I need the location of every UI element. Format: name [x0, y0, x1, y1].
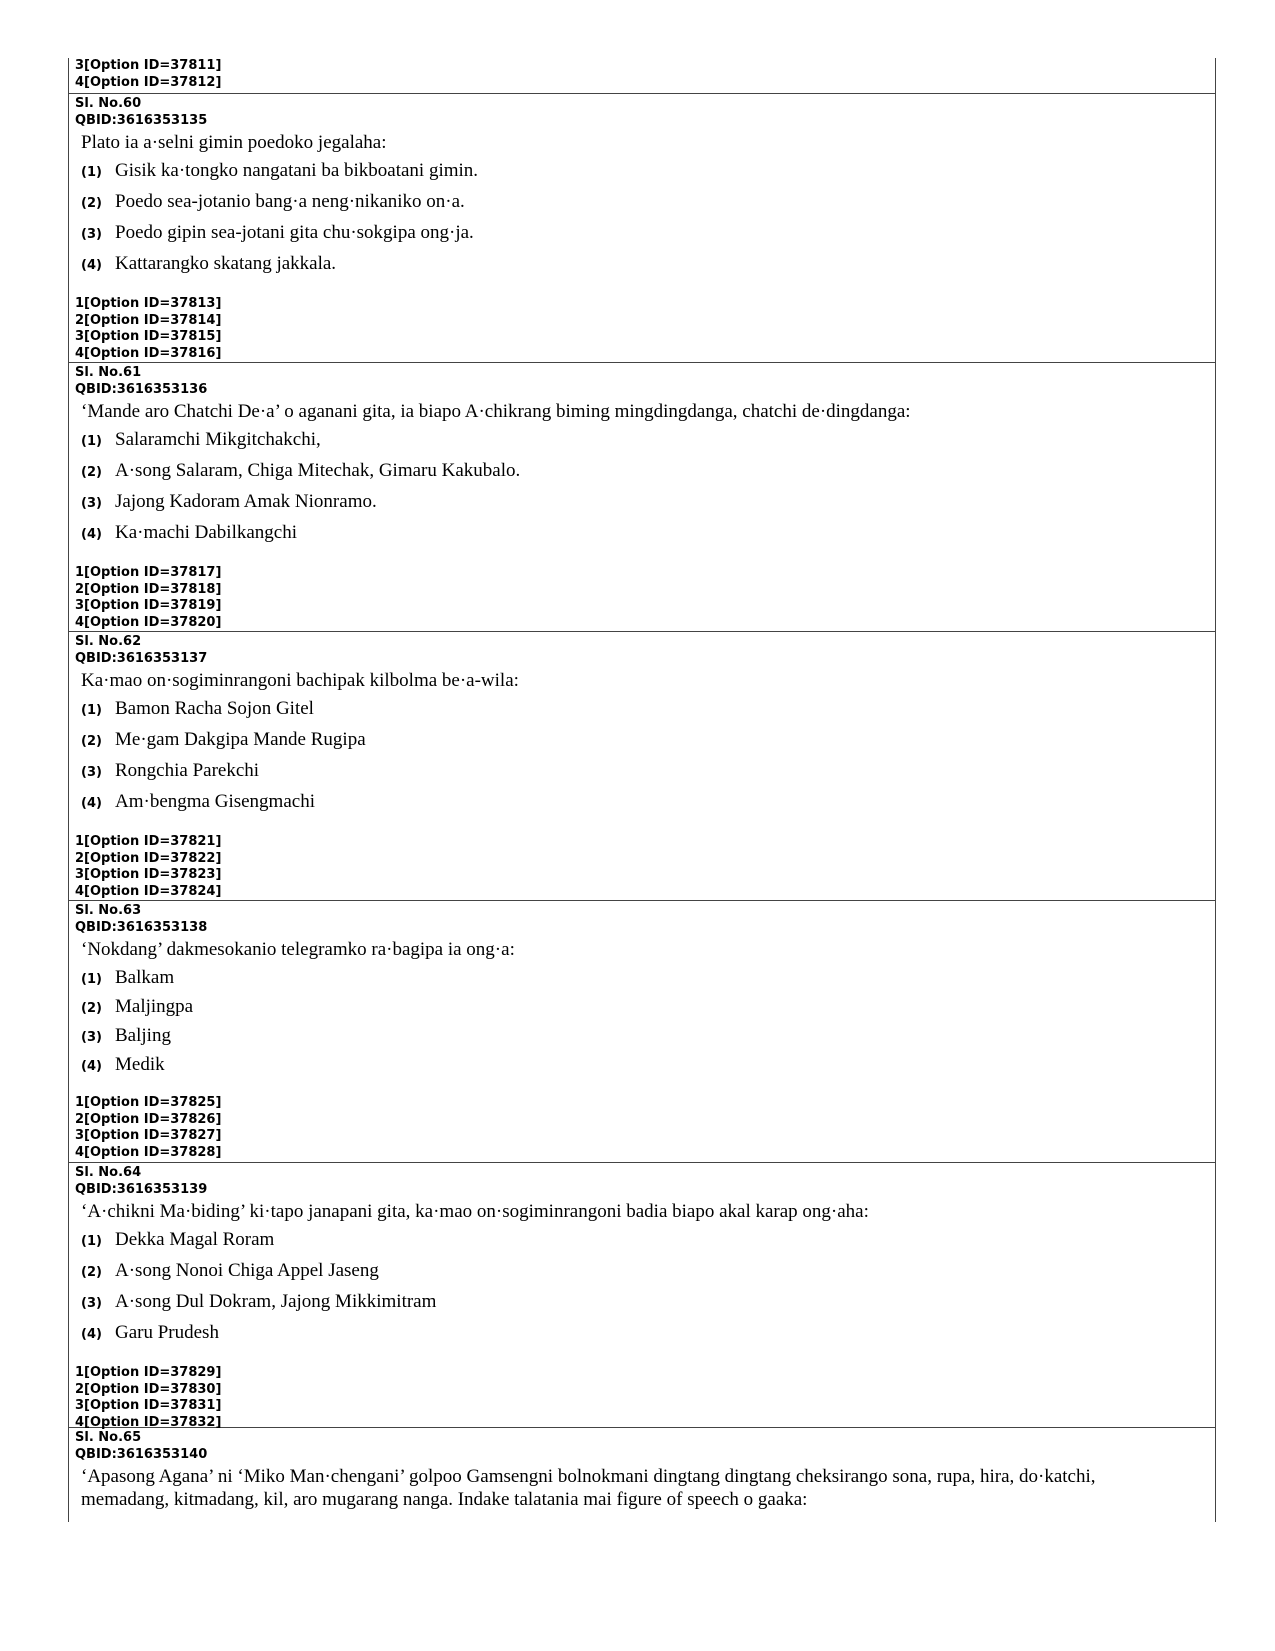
option-row [75, 996, 1209, 1025]
option-row [75, 791, 1209, 822]
option-text: Rongchia Parekchi [115, 760, 260, 781]
option-text: Salaramchi Mikgitchakchi, [115, 429, 321, 450]
option-row [75, 191, 1209, 222]
option-id: 4[Option ID=37820] [75, 614, 222, 630]
option-id: 3[Option ID=37823] [75, 867, 222, 882]
option-text: Am·bengma Gisengmachi [115, 791, 315, 812]
option-id-list [75, 565, 1209, 631]
option-number: (3) [81, 765, 102, 780]
option-text: Garu Prudesh [115, 1322, 219, 1343]
option-number: (3) [81, 496, 102, 511]
qbid: QBID:3616353140 [75, 1446, 208, 1462]
option-number: (4) [81, 1059, 102, 1074]
question-text: Ka·mao on·sogiminrangoni bachipak kilbolma be·a-wila: [81, 670, 519, 691]
option-row [75, 967, 1209, 996]
qbid: QBID:3616353137 [75, 650, 208, 666]
option-id-list [75, 296, 1209, 362]
option-text: Baljing [115, 1025, 171, 1046]
option-text: Gisik ka·tongko nangatani ba bikboatani gimin. [115, 160, 479, 181]
option-id: 1[Option ID=37817] [75, 565, 222, 580]
option-row [75, 760, 1209, 791]
option-id: 2[Option ID=37830] [75, 1381, 222, 1397]
option-number: (2) [81, 1001, 102, 1016]
option-id: 3[Option ID=37831] [75, 1398, 222, 1413]
option-row [75, 222, 1209, 253]
option-number: (1) [81, 165, 102, 180]
serial-number: Sl. No.64 [75, 1165, 142, 1180]
option-id: 4[Option ID=37812] [75, 74, 222, 90]
option-text: A·song Nonoi Chiga Appel Jaseng [115, 1260, 379, 1281]
option-id: 3[Option ID=37811] [75, 58, 222, 73]
option-id: 1[Option ID=37813] [75, 296, 222, 311]
option-row [75, 460, 1209, 491]
option-number: (1) [81, 434, 102, 449]
option-text: Jajong Kadoram Amak Nionramo. [115, 491, 377, 512]
option-id: 4[Option ID=37828] [75, 1144, 222, 1160]
question-text: ‘Mande aro Chatchi De·a’ o aganani gita, ia biapo A·chikrang biming mingdingdanga, chatchi de·dingdanga: [81, 401, 911, 422]
option-number: (4) [81, 527, 102, 542]
option-number: (4) [81, 1327, 102, 1342]
option-row [75, 1322, 1209, 1353]
question-block [69, 632, 1215, 901]
option-id: 2[Option ID=37814] [75, 312, 222, 328]
option-number: (3) [81, 1030, 102, 1045]
option-text: Kattarangko skatang jakkala. [115, 253, 337, 274]
option-id: 3[Option ID=37815] [75, 329, 222, 344]
option-row [75, 698, 1209, 729]
question-text: ‘A·chikni Ma·biding’ ki·tapo janapani gita, ka·mao on·sogiminrangoni badia biapo akal karap ong·aha: [81, 1201, 869, 1222]
option-text: Medik [115, 1054, 165, 1075]
option-number: (2) [81, 1265, 102, 1280]
option-text: Bamon Racha Sojon Gitel [115, 698, 314, 719]
option-id: 3[Option ID=37819] [75, 598, 222, 613]
option-id: 4[Option ID=37824] [75, 883, 222, 899]
question-text: ‘Nokdang’ dakmesokanio telegramko ra·bagipa ia ong·a: [81, 939, 515, 960]
option-id: 2[Option ID=37826] [75, 1111, 222, 1127]
serial-number: Sl. No.60 [75, 96, 142, 111]
option-text: Poedo sea-jotanio bang·a neng·nikaniko on·a. [115, 191, 465, 212]
qbid: QBID:3616353136 [75, 381, 208, 397]
option-text: Maljingpa [115, 996, 194, 1017]
option-number: (2) [81, 196, 102, 211]
option-number: (4) [81, 258, 102, 273]
option-id-list [75, 1365, 1209, 1431]
option-id: 2[Option ID=37818] [75, 581, 222, 597]
question-block [69, 1163, 1215, 1428]
option-row [75, 1054, 1209, 1083]
option-row [75, 522, 1209, 553]
option-number: (4) [81, 796, 102, 811]
serial-number: Sl. No.63 [75, 903, 142, 918]
option-id: 4[Option ID=37832] [75, 1414, 222, 1430]
option-id: 1[Option ID=37821] [75, 834, 222, 849]
option-row [75, 1229, 1209, 1260]
option-text: A·song Dul Dokram, Jajong Mikkimitram [115, 1291, 437, 1312]
option-text: A·song Salaram, Chiga Mitechak, Gimaru Kakubalo. [115, 460, 521, 481]
option-text: Poedo gipin sea-jotani gita chu·sokgipa ong·ja. [115, 222, 474, 243]
question-sheet [68, 58, 1216, 1522]
option-number: (2) [81, 465, 102, 480]
option-row [75, 1291, 1209, 1322]
qbid: QBID:3616353138 [75, 919, 208, 935]
option-text: Balkam [115, 967, 175, 988]
option-id: 3[Option ID=37827] [75, 1128, 222, 1143]
option-text: Dekka Magal Roram [115, 1229, 275, 1250]
option-row [75, 429, 1209, 460]
qbid: QBID:3616353135 [75, 112, 208, 128]
option-id-list [75, 1095, 1209, 1161]
option-number: (3) [81, 227, 102, 242]
option-id: 2[Option ID=37822] [75, 850, 222, 866]
option-id: 1[Option ID=37825] [75, 1095, 222, 1110]
option-row [75, 160, 1209, 191]
option-number: (1) [81, 1234, 102, 1249]
option-id: 4[Option ID=37816] [75, 345, 222, 361]
question-block [69, 1428, 1215, 1522]
option-row [75, 253, 1209, 284]
qbid: QBID:3616353139 [75, 1181, 208, 1197]
serial-number: Sl. No.61 [75, 365, 142, 380]
option-row [75, 729, 1209, 760]
option-text: Ka·machi Dabilkangchi [115, 522, 298, 543]
option-number: (2) [81, 734, 102, 749]
option-number: (3) [81, 1296, 102, 1311]
option-row [75, 491, 1209, 522]
option-id: 1[Option ID=37829] [75, 1365, 222, 1380]
option-id-list [75, 834, 1209, 900]
option-row [75, 1260, 1209, 1291]
option-row [75, 1025, 1209, 1054]
option-number: (1) [81, 703, 102, 718]
question-text: ‘Apasong Agana’ ni ‘Miko Man·chengani’ golpoo Gamsengni bolnokmani dingtang dingtang cheksirango sona, rupa, hira, do·katchi, memadang, kitmadang, kil, aro mugarang nanga. Indake talatania mai figure of speech o gaaka: [81, 1466, 1096, 1510]
option-number: (1) [81, 972, 102, 987]
serial-number: Sl. No.65 [75, 1430, 142, 1445]
question-text: Plato ia a·selni gimin poedoko jegalaha: [81, 132, 387, 153]
question-block [69, 901, 1215, 1163]
question-block [69, 94, 1215, 363]
question-block [69, 363, 1215, 632]
serial-number: Sl. No.62 [75, 634, 142, 649]
option-text: Me·gam Dakgipa Mande Rugipa [115, 729, 366, 750]
option-id-block [69, 58, 1215, 94]
